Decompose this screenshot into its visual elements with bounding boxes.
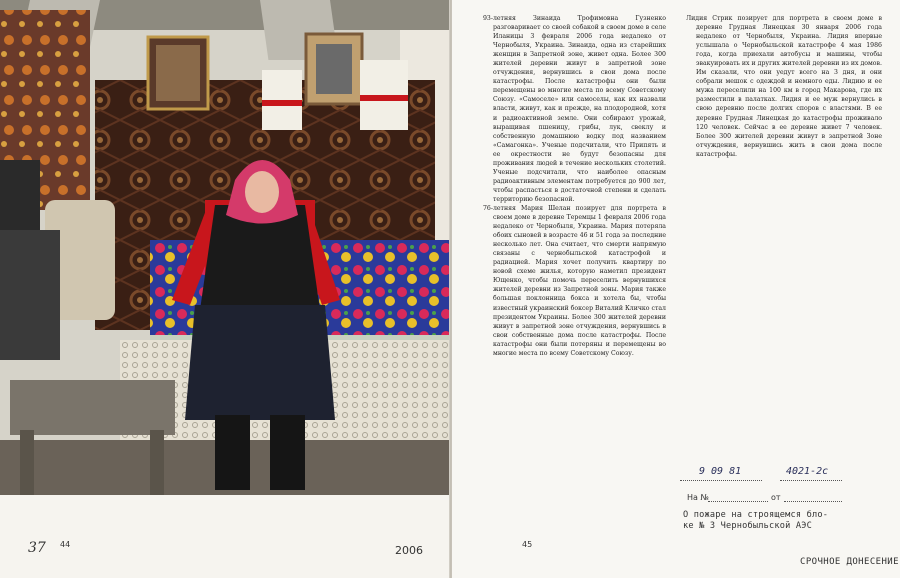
caption-column-2 bbox=[686, 14, 882, 159]
caption-paragraph: Лидия Стрик позирует для портрета в своем доме в деревне Грудная Линецкая 30 января 2006 года недалеко от Чернобыля, Украина. Лидия впервые услышала о Чернобыльской катастрофе 4 мая 1986 года, когда приехали автобусы и машины, чтобы эвакуировать их и других жителей деревни из их домов. Им сказали, что они уедут всего на 3 дня, и они собрали мешок с одеждой и немного еды. Лидию и ее мужа переселили на 100 км в город Макарова, где их разместили в палатках. Лидия и ее муж вернулись в свою деревню после долгих споров с властями. В ее деревне Грудная Линецкая до катастрофы проживало 120 человек. Сейчас в ее деревне живет 7 человек. Более 300 жителей деревни живут в запретной Зоне отчуждения, вернувшись жить в свои дома после катастрофы. bbox=[686, 15, 882, 158]
reference-from-label: от bbox=[771, 493, 781, 502]
reference-number-label: На № bbox=[687, 493, 709, 502]
subject-line-2: ке № 3 Чернобыльской АЭС bbox=[683, 521, 812, 531]
reference-from-line bbox=[784, 501, 842, 502]
caption-column-1 bbox=[483, 14, 666, 358]
caption-paragraph: 76-летняя Мария Шелан позирует для портрета в своем доме в деревне Теремцы 1 февраля 2006 года недалеко от Чернобыля, Украина. Мария потеряла обоих сыновей в возрасте 46 и 51 года за последние несколько лет. Она считает, что смерти напрямую связаны с чернобыльской катастрофой и радиацией. Мария хочет получить квартиру по новой схеме жилья, которую наметил президент Ющенко, чтобы помочь переселить вернувшихся жителей деревни из Запретной зоны. Мария также большая поклонница бокса и хотела бы, чтобы известный украинский боксер Виталий Кличко стал президентом Украины. Более 300 жителей деревни живут в запретной зоне отчуждения, вернувшись в свои собственные дома после катастрофы. После катастрофы они были потеряны и перемещены во многие места по всему Советскому Союзу. bbox=[483, 204, 666, 357]
urgent-report-label: СРОЧНОЕ ДОНЕСЕНИЕ bbox=[800, 557, 899, 567]
portrait-photo bbox=[0, 0, 450, 495]
caption-paragraph: 93-летняя Зинаида Трофимовна Гузненко разговаривает со своей собакой в своем доме в селе Иланицы 3 февраля 2006 года недалеко от Чернобыля, Украина. Зинаида, одна из старейших женщин в Запретной зоне, живет одна. Более 300 жителей деревни живут в запретной зоне отчуждения, вернувшись в свои дома после катастрофы. После катастрофы они были перемещены во многие места по всему Советскому Союзу. «Самоселе» или самоселы, как их назвали власти, живут, как и прежде, на плодородной, хотя и радиоактивной земле. Они собирают урожай, выращивая пшеницу, грибы, лук, свеклу и собственную домашнюю водку под названием «Самагонка». Ученые подсчитали, что Припять и ее окрестности не будут безопасны для проживания людей в течение нескольких столетий. Ученые подсчитали, что наиболее опасным радиоактивным элементам потребуется до 900 лет, чтобы распасться в достаточной степени и сделать территорию безопасной. bbox=[483, 15, 666, 203]
photo-illustration bbox=[0, 0, 450, 495]
year-label: 2006 bbox=[395, 544, 423, 557]
page-number: 37 bbox=[28, 540, 46, 556]
subject-line-1: О пожаре на строящемся бло- bbox=[683, 510, 829, 520]
document-number: 4021-2с bbox=[786, 466, 829, 477]
document-date: 9 09 81 bbox=[699, 466, 742, 477]
reference-number-line bbox=[708, 501, 768, 502]
number-underline bbox=[780, 480, 842, 481]
folio-right: 45 bbox=[522, 540, 533, 549]
document-subject bbox=[683, 510, 843, 532]
date-underline bbox=[680, 480, 762, 481]
folio-left: 44 bbox=[60, 540, 71, 549]
